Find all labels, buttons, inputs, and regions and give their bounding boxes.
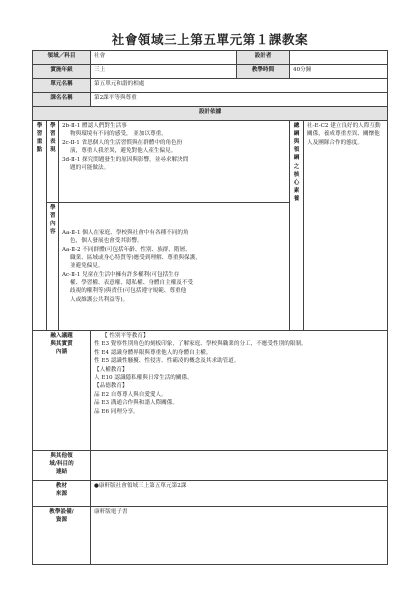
links-content [91, 451, 388, 481]
learning-focus-label: 學 習 重 點 [33, 121, 47, 331]
equipment-content: 康軒版電子書 [91, 507, 388, 565]
page-title: 社會領域三上第五單元第１課教案 [111, 32, 309, 47]
row-design-basis [33, 107, 388, 121]
label-subject: 領域／科目 [33, 51, 91, 65]
core-competency-label: 總 綱 與 領 綱 之 核 心 素 養 [290, 121, 304, 331]
lesson-plan-table [32, 50, 388, 565]
issues-content: 【 性別平等教育】 性 E3 覺察性別角色的刻板印象，了解家庭、學校與職業的分工，不應受性別的限制。 性 E4 認識身體界限與尊重他人的身體自主權。 性 E5 認識性騷擾、性侵害、性霸凌的概念及其求助管道。 【人權教育】 人 E10 認識隱私權與日常生活的關係。 【品德教育】 品 E2 自尊尊人與自愛愛人。 品 E3 溝通合作與和諧人際關係。 品 E6 同理分享。 [91, 331, 388, 451]
label-lesson: 課名名稱 [33, 93, 91, 107]
learning-performance-label: 學 習 表 現 [47, 121, 59, 203]
label-unit: 單元名稱 [33, 79, 91, 93]
row-grade [33, 65, 388, 79]
row-unit [33, 79, 388, 93]
label-grade: 實施年級 [33, 65, 91, 79]
sources-label: 教材 來源 [33, 481, 91, 507]
sources-content: ●康軒版社會領域三上第五單元第2課 [91, 481, 388, 507]
designer-value [290, 51, 388, 65]
row-subject [33, 51, 388, 65]
issues-label: 融入議題 與其實質 內涵 [33, 331, 91, 451]
core-competency-content: 社-E-C2 建立良好的人際互動關係，養成尊重差異、關懷他人及團隊合作的態度。 [304, 121, 388, 331]
learning-performance-content: 2b-Ⅱ-1 體認人們對生活事 物與環境有不同的感受， 並加以尊重。 2c-Ⅱ-1 省思個人的生活習慣與在群體中的角色扮 演，尊重人我差異，避免對他人產生偏見。 3d-Ⅱ-1 探究問題發生的原因與影響，並尋求解決問 題的可能做法。 [59, 121, 290, 203]
learning-content-label: 學 習 內 容 [47, 203, 59, 331]
equipment-label: 教學設備/ 資源 [33, 507, 91, 565]
time-value: 40分鐘 [290, 65, 388, 79]
lesson-value: 第2課平等與尊重 [91, 93, 388, 107]
label-designer: 設計者 [237, 51, 290, 65]
grade-value: 三上 [91, 65, 237, 79]
row-sources [33, 481, 388, 507]
links-label: 與其他領 域/科目的 連結 [33, 451, 91, 481]
row-lesson [33, 93, 388, 107]
learning-content-content: Aa-Ⅱ-1 個人在家庭、學校與社會中有各種不同的角 色，個人發展也會受其影響。 Aa-Ⅱ-2 不同群體(可包括年齡、性別、族群、階層、 職業、區域或身心特質等)應受到理解、尊重與保護， 並避免偏見。 Ac-Ⅱ-1 兒童在生活中擁有許多權利(可包括生存 權、學習權、表意權、隱私權、身體自主權及不受 歧視的權利等)與責任(可包括遵守規範、尊重他 人或維護公共利益等)。 [59, 203, 290, 331]
row-learning-performance [33, 121, 388, 203]
row-equipment [33, 507, 388, 565]
row-issues [33, 331, 388, 451]
label-time: 教學時間 [237, 65, 290, 79]
design-basis-header: 設計依據 [33, 107, 388, 121]
unit-value: 第五單元和諧的相處 [91, 79, 388, 93]
subject-value: 社會 [91, 51, 237, 65]
row-links [33, 451, 388, 481]
